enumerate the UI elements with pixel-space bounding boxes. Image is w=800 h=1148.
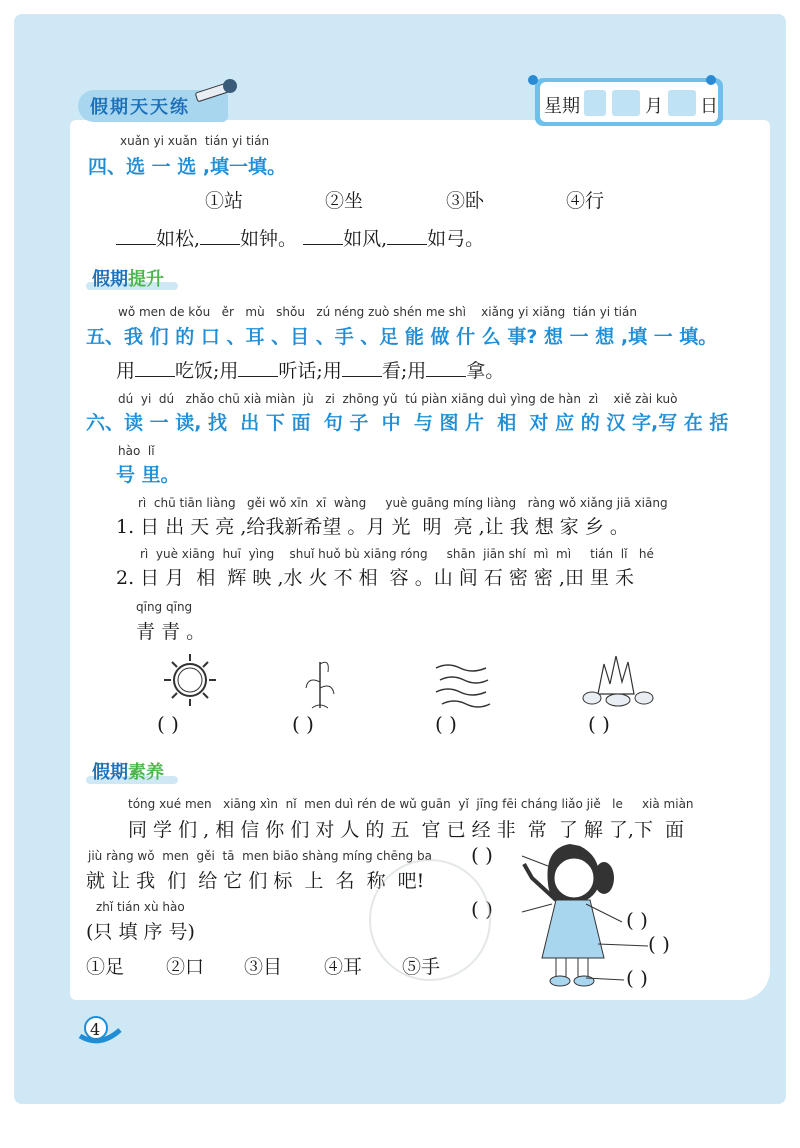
- q7-option: ⑤手: [402, 956, 441, 978]
- answer-paren[interactable]: ( ): [588, 712, 610, 736]
- sentence-pinyin: rì chū tiān liàng gěi wǒ xīn xī wàng yuè guāng míng liàng ràng wǒ xiǎng jiā xiāng: [138, 496, 668, 510]
- q6-title-cont: 号 里。: [116, 464, 180, 486]
- date-month-label: 月: [645, 96, 663, 117]
- q4-fill-line: [116, 224, 484, 251]
- q4-fill-text: 如钟。: [240, 228, 298, 250]
- pin-icon: [528, 75, 538, 85]
- q7-option: ④耳: [324, 956, 363, 978]
- pencil-icon: [192, 78, 242, 108]
- q5-fill-line: [116, 356, 504, 383]
- q4-fill-text: 如风,: [343, 228, 388, 250]
- rice-plant-icon: [300, 652, 340, 712]
- q7-pinyin: jiù ràng wǒ men gěi tā men biāo shàng míng chēng ba: [88, 849, 433, 863]
- answer-blank[interactable]: [135, 376, 175, 377]
- answer-blank[interactable]: [342, 376, 382, 377]
- answer-paren[interactable]: ( ): [471, 843, 493, 867]
- answer-paren[interactable]: ( ): [435, 712, 457, 736]
- sun-icon: [160, 650, 220, 710]
- q7-pinyin: tóng xué men xiāng xìn nǐ men duì rén de wǔ guān yǐ jīng fēi cháng liǎo jiě le xià miàn: [128, 797, 694, 811]
- date-day-label: 日: [700, 96, 718, 117]
- q7-instruction: (只 填 序 号): [86, 921, 195, 943]
- q6-pinyin: hào lǐ: [118, 444, 155, 458]
- q4-option: ④行: [566, 190, 605, 212]
- sentence-1: 1. 日 出 天 亮 ,给我新希望 。月 光 明 亮 ,让 我 想 家 乡 。: [116, 516, 629, 538]
- q7-option: ②口: [166, 956, 205, 978]
- q4-option: ①站: [205, 190, 244, 212]
- pin-icon: [706, 75, 716, 85]
- answer-blank[interactable]: [303, 244, 343, 245]
- q4-fill-text: 如弓。: [427, 228, 485, 250]
- answer-blank[interactable]: [200, 244, 240, 245]
- answer-paren[interactable]: ( ): [648, 932, 670, 956]
- sentence-pinyin: rì yuè xiāng huī yìng shuǐ huǒ bù xiāng róng shān jiān shí mì mì tián lǐ hé: [140, 547, 654, 561]
- q4-pinyin: xuǎn yi xuǎn tián yi tián: [120, 134, 270, 148]
- q7-paragraph: 同 学 们 , 相 信 你 们 对 人 的 五 官 已 经 非 常 了 解 了,下 面: [128, 819, 685, 841]
- q5-pinyin: wǒ men de kǒu ěr mù shǒu zú néng zuò shén me shì xiǎng yi xiǎng tián yi tián: [118, 305, 637, 319]
- q6-title: 六、读 一 读, 找 出 下 面 句 子 中 与 图 片 相 对 应 的 汉 字,写 在 括: [86, 412, 729, 434]
- sentence-pinyin: qīng qīng: [136, 600, 193, 614]
- date-day-field[interactable]: [668, 90, 696, 116]
- q4-fill-text: 如松,: [156, 228, 201, 250]
- section-heading-tisheng: 假期提升: [92, 269, 164, 290]
- sentence-2: 2. 日 月 相 辉 映 ,水 火 不 相 容 。山 间 石 密 密 ,田 里 禾: [116, 567, 635, 589]
- q7-pinyin: zhǐ tián xù hào: [96, 900, 185, 914]
- header-banner-title: 假期天天练: [90, 97, 190, 118]
- q4-option: ②坐: [325, 190, 364, 212]
- fire-icon: [578, 650, 658, 710]
- q5-fill-text: 吃饭;用: [175, 360, 239, 382]
- q7-option: ③目: [244, 956, 283, 978]
- q5-fill-text: 听话;用: [278, 360, 342, 382]
- date-week-label: 星期: [544, 96, 580, 117]
- page-number: 4: [90, 1020, 101, 1039]
- answer-blank[interactable]: [387, 244, 427, 245]
- q5-fill-text: 拿。: [466, 360, 505, 382]
- answer-blank[interactable]: [116, 244, 156, 245]
- q4-option: ③卧: [446, 190, 485, 212]
- answer-paren[interactable]: ( ): [626, 966, 648, 990]
- q7-paragraph-cont: 就 让 我 们 给 它 们 标 上 名 称 吧!: [86, 870, 425, 892]
- sentence-2-cont: 青 青 。: [136, 621, 206, 643]
- water-icon: [432, 660, 492, 710]
- answer-paren[interactable]: ( ): [626, 908, 648, 932]
- watermark-stamp: [360, 850, 500, 990]
- q4-title: 四、选 一 选 ,填一填。: [88, 156, 287, 178]
- section-heading-suyang: 假期素养: [92, 762, 164, 783]
- answer-blank[interactable]: [426, 376, 466, 377]
- q6-pinyin: dú yi dú zhǎo chū xià miàn jù zi zhōng yǔ tú piàn xiāng duì yìng de hàn zì xiě zài kuò: [118, 392, 678, 406]
- answer-blank[interactable]: [238, 376, 278, 377]
- answer-paren[interactable]: ( ): [157, 712, 179, 736]
- date-month-field[interactable]: [612, 90, 640, 116]
- answer-paren[interactable]: ( ): [292, 712, 314, 736]
- answer-paren[interactable]: ( ): [471, 897, 493, 921]
- q5-fill-text: 用: [116, 360, 136, 382]
- date-week-field[interactable]: [584, 90, 606, 116]
- q5-title: 五、我 们 的 口 、耳 、目 、手 、足 能 做 什 么 事? 想 一 想 ,填 一 填。: [86, 326, 718, 348]
- q7-option: ①足: [86, 956, 125, 978]
- q5-fill-text: 看;用: [381, 360, 427, 382]
